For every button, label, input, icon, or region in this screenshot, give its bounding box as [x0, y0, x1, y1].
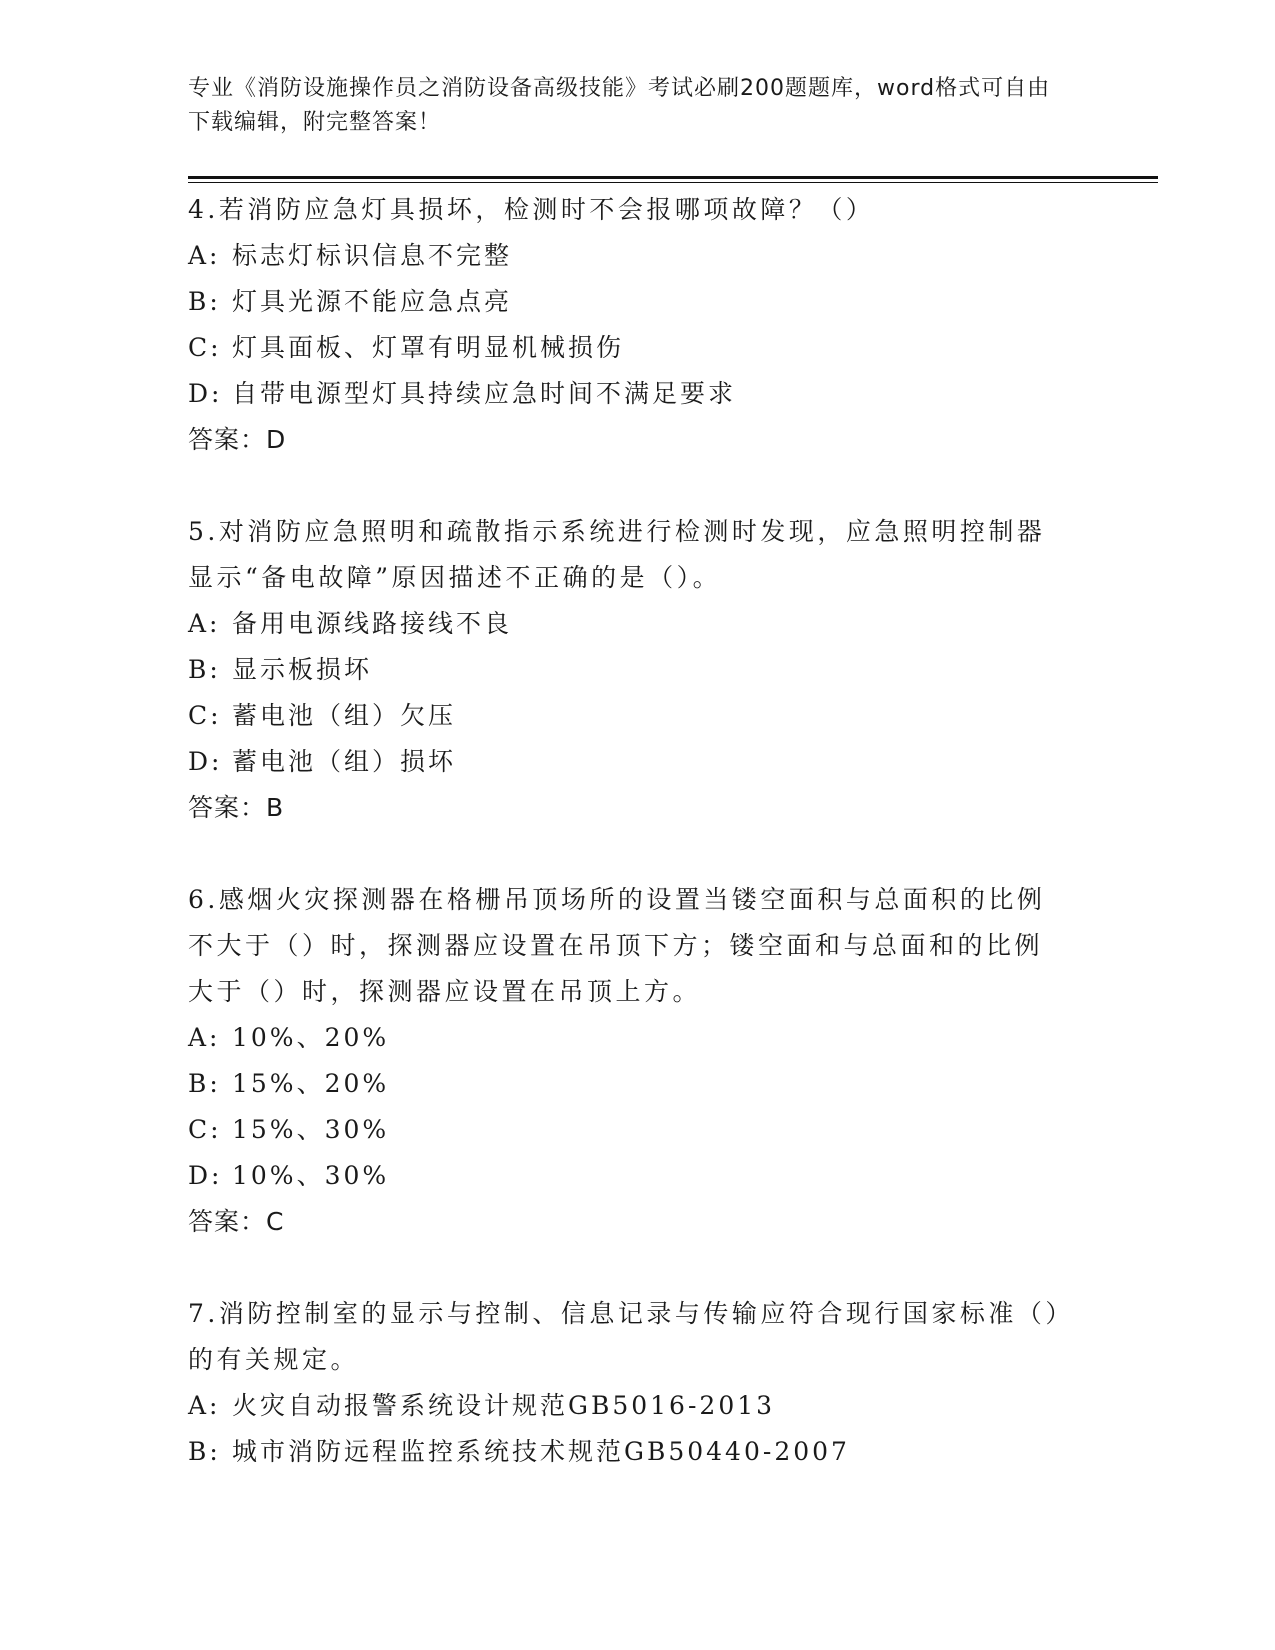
option-b: [188, 1061, 1068, 1107]
option-text: 灯具面板、灯罩有明显机械损伤: [232, 333, 625, 362]
option-a: [188, 1383, 1068, 1429]
header-divider-thin: [188, 182, 1158, 183]
question-5: [188, 509, 1068, 831]
question-stem: 5.对消防应急照明和疏散指示系统进行检测时发现，应急照明控制器显示“备电故障”原因描述不正确的是（）。: [188, 517, 1046, 592]
option-text: 10%、30%: [232, 1161, 390, 1190]
option-key: A:: [188, 609, 221, 638]
option-text: 灯具光源不能应急点亮: [232, 287, 513, 316]
option-text: 蓄电池（组）损坏: [232, 747, 457, 776]
option-key: C:: [188, 1115, 222, 1144]
option-a: [188, 1015, 1068, 1061]
option-text: 蓄电池（组）欠压: [232, 701, 457, 730]
option-key: B:: [188, 1069, 221, 1098]
option-text: 15%、20%: [232, 1069, 390, 1098]
option-key: C:: [188, 333, 222, 362]
question-stem: 6.感烟火灾探测器在格栅吊顶场所的设置当镂空面积与总面积的比例不大于（）时，探测器应设置在吊顶下方；镂空面和与总面和的比例大于（）时，探测器应设置在吊顶上方。: [188, 885, 1046, 1006]
option-key: A:: [188, 1391, 221, 1420]
option-c: [188, 693, 1068, 739]
option-key: B:: [188, 1437, 221, 1466]
option-b: [188, 1429, 1068, 1475]
option-text: 显示板损坏: [232, 655, 373, 684]
option-key: B:: [188, 287, 221, 316]
option-text: 15%、30%: [232, 1115, 390, 1144]
option-text: 城市消防远程监控系统技术规范GB50440-2007: [232, 1437, 850, 1466]
question-6: [188, 877, 1068, 1245]
question-4: [188, 187, 1068, 463]
question-list: [188, 187, 1068, 1475]
header-divider-thick: [188, 176, 1158, 179]
option-text: 10%、20%: [232, 1023, 390, 1052]
option-a: [188, 601, 1068, 647]
question-stem: 4.若消防应急灯具损坏，检测时不会报哪项故障？（）: [188, 195, 875, 224]
option-key: D:: [188, 379, 223, 408]
option-d: [188, 371, 1068, 417]
option-text: 火灾自动报警系统设计规范GB5016-2013: [232, 1391, 776, 1420]
option-d: [188, 1153, 1068, 1199]
option-key: A:: [188, 241, 221, 270]
option-text: 备用电源线路接线不良: [232, 609, 513, 638]
option-a: [188, 233, 1068, 279]
document-header: 专业《消防设施操作员之消防设备高级技能》考试必刷200题题库，word格式可自由下载编辑，附完整答案！: [188, 76, 1051, 135]
answer-line: 答案：D: [188, 425, 287, 454]
option-c: [188, 325, 1068, 371]
option-key: D:: [188, 1161, 223, 1190]
option-d: [188, 739, 1068, 785]
option-key: D:: [188, 747, 223, 776]
option-text: 自带电源型灯具持续应急时间不满足要求: [232, 379, 737, 408]
option-key: B:: [188, 655, 221, 684]
option-b: [188, 647, 1068, 693]
question-stem: 7.消防控制室的显示与控制、信息记录与传输应符合现行国家标准（）的有关规定。: [188, 1299, 1062, 1374]
option-c: [188, 1107, 1068, 1153]
option-key: C:: [188, 701, 222, 730]
option-b: [188, 279, 1068, 325]
answer-line: 答案：B: [188, 793, 285, 822]
option-text: 标志灯标识信息不完整: [232, 241, 513, 270]
option-key: A:: [188, 1023, 221, 1052]
question-7: [188, 1291, 1068, 1475]
answer-line: 答案：C: [188, 1207, 285, 1236]
